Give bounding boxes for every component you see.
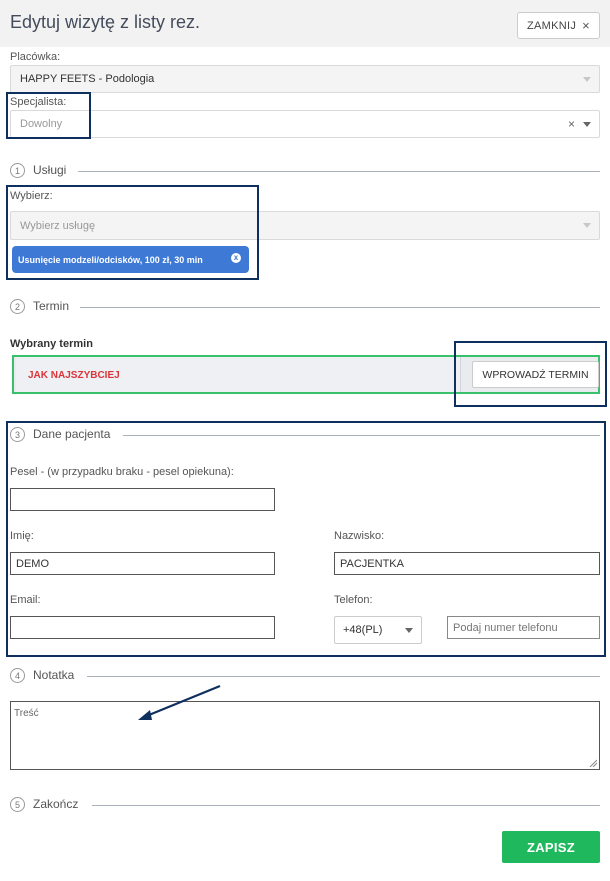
section-dane-pacjenta [10, 427, 600, 443]
note-placeholder: Treść [14, 708, 39, 719]
resize-grip-icon[interactable] [589, 759, 597, 767]
usluga-select[interactable] [10, 211, 600, 240]
specjalista-label: Specjalista: [10, 96, 67, 108]
specjalista-placeholder: Dowolny [20, 118, 63, 130]
termin-value-area [16, 357, 461, 392]
modal-header [0, 0, 610, 47]
section-divider [78, 171, 600, 172]
section-title: Usługi [33, 163, 67, 177]
section-uslugi [10, 163, 600, 179]
termin-value: JAK NAJSZYBCIEJ [28, 370, 120, 381]
close-icon: × [582, 18, 591, 33]
placowka-select [10, 65, 600, 93]
chevron-down-icon[interactable] [405, 628, 413, 633]
modal-title: Edytuj wizytę z listy rez. [10, 12, 201, 32]
usluga-placeholder: Wybierz usługę [20, 219, 96, 232]
step-number: 3 [10, 427, 25, 442]
section-title: Dane pacjenta [33, 427, 111, 441]
email-label: Email: [10, 594, 41, 606]
phone-number-input[interactable]: Podaj numer telefonu [447, 616, 600, 639]
section-divider [80, 307, 600, 308]
section-title: Notatka [33, 668, 75, 682]
section-divider [123, 435, 600, 436]
nazwisko-label: Nazwisko: [334, 530, 385, 542]
email-input[interactable] [10, 616, 275, 639]
section-title: Zakończ [33, 797, 79, 811]
phone-prefix-value: +48(PL) [343, 624, 383, 636]
specjalista-select[interactable] [10, 110, 600, 138]
close-button[interactable] [517, 12, 600, 39]
save-button[interactable]: ZAPISZ [502, 831, 600, 863]
uslugi-label: Wybierz: [10, 190, 53, 202]
placowka-label: Placówka: [10, 51, 61, 63]
close-button-label: ZAMKNIJ [526, 19, 577, 32]
step-number: 5 [10, 797, 25, 812]
pesel-input[interactable] [10, 488, 275, 511]
clear-icon[interactable]: × [567, 117, 575, 131]
section-termin [10, 299, 600, 315]
chevron-down-icon[interactable] [583, 223, 591, 228]
wprowadz-termin-button[interactable]: WPROWADŹ TERMIN [472, 361, 599, 388]
step-number: 1 [10, 163, 25, 178]
termin-box [12, 355, 600, 394]
step-number: 2 [10, 299, 25, 314]
nazwisko-input[interactable]: PACJENTKA [334, 552, 600, 575]
pesel-label: Pesel - (w przypadku braku - pesel opiekuna): [10, 466, 234, 478]
selected-service-label: Usunięcie modzeli/odcisków, 100 zł, 30 min [18, 254, 203, 265]
note-textarea[interactable] [10, 701, 600, 770]
placowka-value: HAPPY FEETS - Podologia [20, 73, 155, 85]
chevron-down-icon [583, 77, 591, 82]
section-notatka [10, 668, 600, 684]
remove-tag-icon[interactable]: x [231, 253, 241, 263]
imie-input[interactable]: DEMO [10, 552, 275, 575]
phone-prefix-select[interactable] [334, 616, 422, 644]
termin-label: Wybrany termin [10, 338, 93, 350]
chevron-down-icon[interactable] [583, 122, 591, 127]
section-divider [87, 676, 600, 677]
section-divider [92, 805, 600, 806]
imie-label: Imię: [10, 530, 34, 542]
telefon-label: Telefon: [334, 594, 373, 606]
selected-service-tag [12, 246, 249, 273]
step-number: 4 [10, 668, 25, 683]
annotation-arrow-icon [130, 680, 230, 730]
section-zakoncz [10, 797, 600, 813]
section-title: Termin [33, 299, 70, 313]
